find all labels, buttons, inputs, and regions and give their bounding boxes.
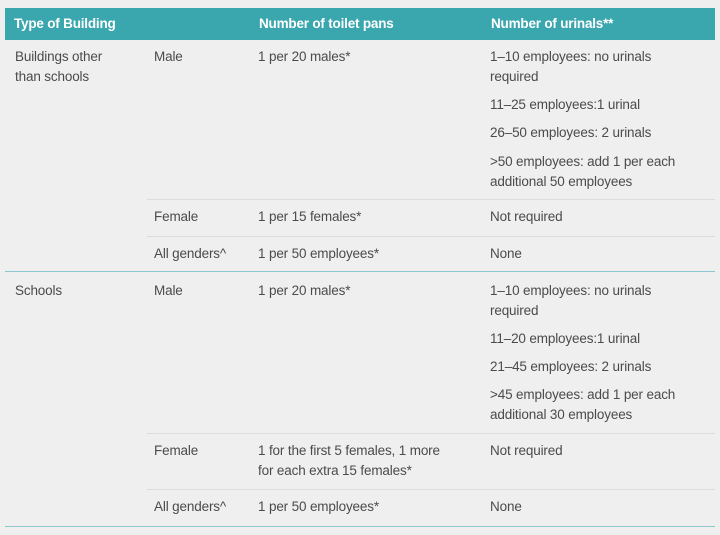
header-toilet-pans: Number of toilet pans <box>259 16 394 31</box>
building-type-label: Schools <box>15 283 62 298</box>
section-divider <box>5 271 715 272</box>
gender-label-male: Male <box>154 49 183 64</box>
toilet-pans-value: 1 per 50 employees* <box>258 499 379 514</box>
urinals-value: 1–10 employees: no urinals <box>490 283 652 298</box>
urinals-value: 11–20 employees:1 urinal <box>490 331 641 346</box>
row-divider <box>147 489 715 490</box>
urinals-value: >50 employees: add 1 per each <box>490 154 676 169</box>
gender-label-female: Female <box>154 209 199 224</box>
urinals-value: None <box>490 246 522 261</box>
table-bottom-border <box>5 526 715 527</box>
table-header <box>5 8 715 40</box>
building-type-label: than schools <box>15 69 89 84</box>
urinals-value: additional 50 employees <box>490 174 633 189</box>
urinals-value: 11–25 employees:1 urinal <box>490 97 641 112</box>
toilet-pans-value: for each extra 15 females* <box>258 463 412 478</box>
gender-label-male: Male <box>154 283 183 298</box>
header-urinals: Number of urinals** <box>491 16 614 31</box>
header-type-of-building: Type of Building <box>14 16 116 31</box>
toilet-pans-value: 1 for the first 5 females, 1 more <box>258 443 440 458</box>
row-divider <box>147 433 715 434</box>
urinals-value: 1–10 employees: no urinals <box>490 49 652 64</box>
urinals-value: 21–45 employees: 2 urinals <box>490 359 652 374</box>
urinals-value: required <box>490 303 539 318</box>
building-type-label: Buildings other <box>15 49 103 64</box>
urinals-value: additional 30 employees <box>490 407 633 422</box>
urinals-value: None <box>490 499 522 514</box>
urinals-value: required <box>490 69 539 84</box>
gender-label-all: All genders^ <box>154 499 227 514</box>
gender-label-female: Female <box>154 443 199 458</box>
urinals-value: Not required <box>490 443 563 458</box>
urinals-value: 26–50 employees: 2 urinals <box>490 125 652 140</box>
urinals-value: >45 employees: add 1 per each <box>490 387 676 402</box>
toilet-pans-value: 1 per 20 males* <box>258 49 351 64</box>
toilet-pans-value: 1 per 20 males* <box>258 283 351 298</box>
gender-label-all: All genders^ <box>154 246 227 261</box>
row-divider <box>147 199 715 200</box>
urinals-value: Not required <box>490 209 563 224</box>
toilet-pans-value: 1 per 50 employees* <box>258 246 379 261</box>
row-divider <box>147 236 715 237</box>
toilet-pans-value: 1 per 15 females* <box>258 209 362 224</box>
